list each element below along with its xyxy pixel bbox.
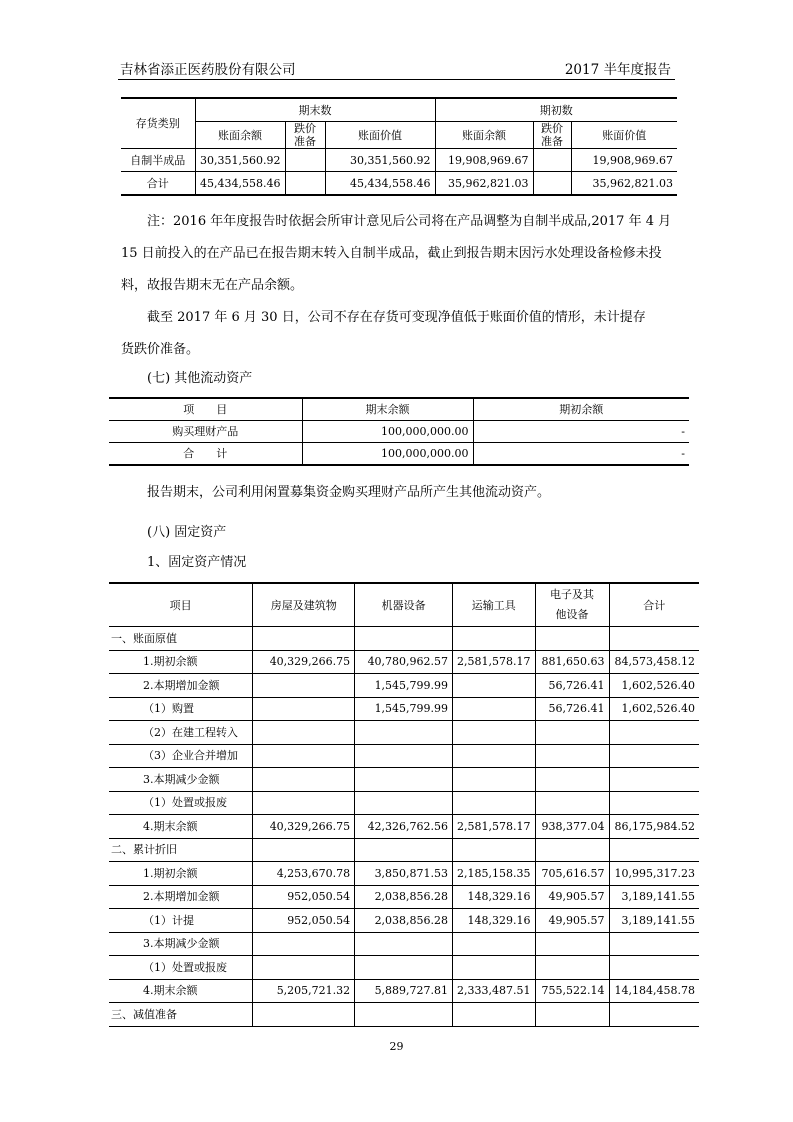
table-row [109,443,689,466]
note-paragraph-line: 料，故报告期末无在产品余额。 [121,278,304,293]
table-cell: 49,905.57 [535,909,609,933]
inventory-begin-value-header: 账面价值 [571,122,677,149]
table-cell: - [473,421,689,443]
row-label: 三、减值准备 [109,1003,253,1027]
table-row [109,421,689,443]
table-cell [535,744,609,768]
inventory-cell: 30,351,560.92 [325,149,435,172]
row-label: 2.本期增加金额 [109,674,253,698]
table-row [109,815,699,839]
table-cell [355,627,453,651]
table-cell: 3,189,141.55 [609,885,699,909]
row-label: 3.本期减少金额 [109,768,253,792]
table-cell: 1,602,526.40 [609,674,699,698]
table-cell [453,674,535,698]
table-cell [355,932,453,956]
inventory-cell [285,172,325,196]
table-row [109,979,699,1003]
table-row [109,791,699,815]
table-cell [253,838,355,862]
table-cell [609,791,699,815]
table-cell: 2,038,856.28 [355,885,453,909]
table-cell [453,838,535,862]
inventory-end-reserve-header: 跌价准备 [285,122,325,149]
table-cell: 56,726.41 [535,674,609,698]
table-row [109,885,699,909]
table-cell [253,744,355,768]
table-header: 合计 [609,583,699,627]
table-cell [453,721,535,745]
table-cell [609,627,699,651]
table-cell [355,791,453,815]
inventory-cell: 35,962,821.03 [435,172,533,196]
inventory-begin-balance-header: 账面余额 [435,122,533,149]
table-cell [609,932,699,956]
table-cell [453,932,535,956]
table-cell: 2,581,578.17 [453,815,535,839]
row-label: 2.本期增加金额 [109,885,253,909]
table-cell: 10,995,317.23 [609,862,699,886]
row-label: （3）企业合并增加 [109,744,253,768]
table-cell [609,838,699,862]
table-header: 期初余额 [473,398,689,421]
page-header-company: 吉林省添正医药股份有限公司 [120,62,296,78]
row-label: 一、账面原值 [109,627,253,651]
table-cell [535,627,609,651]
other-current-assets-table [109,397,689,466]
table-cell: 42,326,762.56 [355,815,453,839]
table-cell [453,744,535,768]
inventory-cell: 45,434,558.46 [325,172,435,196]
row-label: 1.期初余额 [109,650,253,674]
table-row [109,697,699,721]
table-header: 期末余额 [302,398,473,421]
table-row [109,862,699,886]
table-cell [453,956,535,980]
table-cell: 2,581,578.17 [453,650,535,674]
table-cell [535,932,609,956]
fixed-assets-table [109,582,699,1027]
table-row [109,838,699,862]
inventory-cell [533,172,571,196]
table-cell: - [473,443,689,466]
table-cell: 100,000,000.00 [302,443,473,466]
table-cell [453,627,535,651]
table-cell: 100,000,000.00 [302,421,473,443]
table-cell [355,768,453,792]
table-header: 项目 [109,583,253,627]
table-cell [355,956,453,980]
note-paragraph-line: 15 日前投入的在产品已在报告期末转入自制半成品，截止到报告期末因污水处理设备检修未投 [121,246,662,261]
table-cell: 3,189,141.55 [609,909,699,933]
table-cell [253,932,355,956]
table-cell: 1,545,799.99 [355,674,453,698]
table-cell [535,956,609,980]
inventory-cell: 19,908,969.67 [571,149,677,172]
table-row [109,932,699,956]
table-header: 运输工具 [453,583,535,627]
section-subtitle: 1、固定资产情况 [147,555,247,570]
row-label: 1.期初余额 [109,862,253,886]
row-label: 3.本期减少金额 [109,932,253,956]
inventory-cell: 35,962,821.03 [571,172,677,196]
table-row [109,956,699,980]
table-cell: 952,050.54 [253,885,355,909]
table-cell [609,744,699,768]
table-cell [535,768,609,792]
table-cell: 49,905.57 [535,885,609,909]
section-title: (七) 其他流动资产 [147,371,253,386]
section-note: 报告期末，公司利用闲置募集资金购买理财产品所产生其他流动资产。 [147,485,551,500]
table-cell [609,768,699,792]
inventory-table [121,97,677,196]
table-cell [609,956,699,980]
table-cell [453,1003,535,1027]
table-cell [253,697,355,721]
inventory-cell [285,149,325,172]
row-label: （1）处置或报废 [109,956,253,980]
inventory-begin-group-header: 期初数 [435,98,677,122]
table-cell [253,956,355,980]
table-cell: 705,616.57 [535,862,609,886]
table-cell: 2,185,158.35 [453,862,535,886]
inventory-cell: 30,351,560.92 [195,149,285,172]
table-header: 项 目 [109,398,302,421]
table-cell [535,721,609,745]
table-cell: 938,377.04 [535,815,609,839]
row-label: （1）计提 [109,909,253,933]
page-number: 29 [389,1040,404,1053]
note-paragraph-line: 注：2016 年年度报告时依据会所审计意见后公司将在产品调整为自制半成品,2017 年 4 月 [147,214,672,229]
table-cell [253,627,355,651]
table-cell: 5,205,721.32 [253,979,355,1003]
table-header: 机器设备 [355,583,453,627]
table-cell [609,1003,699,1027]
table-cell [453,791,535,815]
page-header-report: 2017 半年度报告 [564,62,671,78]
row-label: （1）处置或报废 [109,791,253,815]
table-cell: 84,573,458.12 [609,650,699,674]
table-row [121,172,677,196]
table-cell: 14,184,458.78 [609,979,699,1003]
inventory-row-name: 合计 [121,172,195,196]
note-paragraph-line: 货跌价准备。 [121,342,200,357]
table-cell [253,721,355,745]
row-label: 4.期末余额 [109,979,253,1003]
table-cell [535,1003,609,1027]
table-cell: 40,780,962.57 [355,650,453,674]
table-cell [253,1003,355,1027]
inventory-cell [533,149,571,172]
table-cell: 购买理财产品 [109,421,302,443]
table-cell [253,791,355,815]
inventory-end-value-header: 账面价值 [325,122,435,149]
table-cell: 3,850,871.53 [355,862,453,886]
row-label: （2）在建工程转入 [109,721,253,745]
table-row [121,149,677,172]
table-cell [253,768,355,792]
inventory-cell: 45,434,558.46 [195,172,285,196]
inventory-row-name: 自制半成品 [121,149,195,172]
row-label: （1）购置 [109,697,253,721]
table-row [109,1003,699,1027]
table-cell: 2,038,856.28 [355,909,453,933]
table-cell: 1,602,526.40 [609,697,699,721]
table-cell: 5,889,727.81 [355,979,453,1003]
table-cell: 148,329.16 [453,885,535,909]
table-cell: 56,726.41 [535,697,609,721]
table-row [109,674,699,698]
table-cell [453,697,535,721]
inventory-category-header: 存货类别 [121,98,195,149]
table-cell [535,791,609,815]
table-row [109,768,699,792]
table-cell: 4,253,670.78 [253,862,355,886]
table-row [109,744,699,768]
table-row [109,909,699,933]
table-cell: 合 计 [109,443,302,466]
table-cell [453,768,535,792]
table-cell [355,744,453,768]
table-cell: 148,329.16 [453,909,535,933]
table-cell [253,674,355,698]
inventory-begin-reserve-header: 跌价准备 [533,122,571,149]
table-cell [535,838,609,862]
table-cell [355,721,453,745]
table-header: 电子及其他设备 [535,583,609,627]
table-cell: 881,650.63 [535,650,609,674]
inventory-end-balance-header: 账面余额 [195,122,285,149]
table-row [109,627,699,651]
table-cell [355,838,453,862]
row-label: 4.期末余额 [109,815,253,839]
table-header: 房屋及建筑物 [253,583,355,627]
header-rule [118,79,675,80]
row-label: 二、累计折旧 [109,838,253,862]
table-cell: 1,545,799.99 [355,697,453,721]
table-cell: 755,522.14 [535,979,609,1003]
table-cell: 40,329,266.75 [253,815,355,839]
section-title: (八) 固定资产 [147,525,227,540]
table-cell: 952,050.54 [253,909,355,933]
table-row [109,721,699,745]
note-paragraph-line: 截至 2017 年 6 月 30 日，公司不存在存货可变现净值低于账面价值的情形，未计提存 [147,310,646,325]
table-cell: 2,333,487.51 [453,979,535,1003]
table-cell [355,1003,453,1027]
table-cell [609,721,699,745]
inventory-end-group-header: 期末数 [195,98,435,122]
table-cell: 40,329,266.75 [253,650,355,674]
table-cell: 86,175,984.52 [609,815,699,839]
table-row [109,650,699,674]
inventory-cell: 19,908,969.67 [435,149,533,172]
